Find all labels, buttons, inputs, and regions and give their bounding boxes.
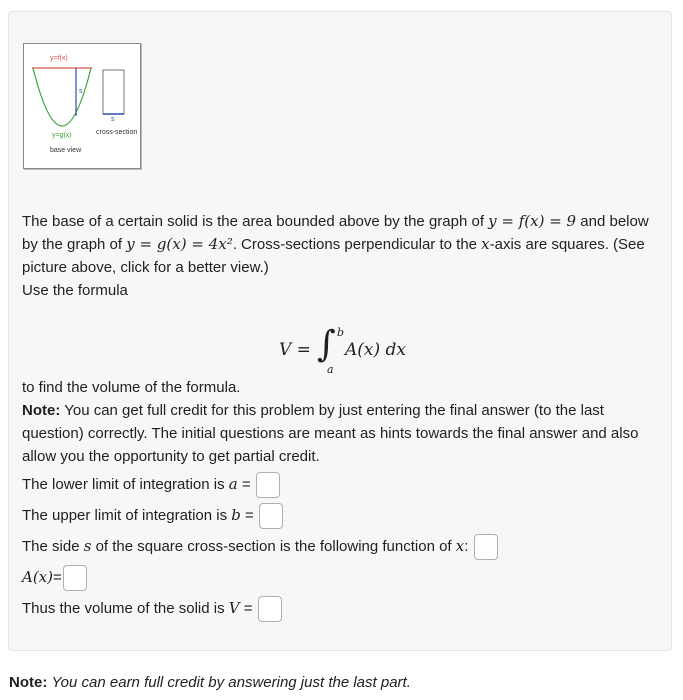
formula-lhs: V = (279, 340, 311, 360)
statement-text-2: and below by the graph of (22, 213, 649, 253)
var-a: a (228, 475, 238, 493)
label-s-vertical: s (79, 88, 83, 95)
lower-limit-text: The lower limit of integration is (22, 476, 229, 493)
equation-f: y = f(x) = 9 (488, 212, 577, 230)
label-bottom-curve: y=g(x) (52, 132, 72, 139)
equation-g: y = g(x) = 4x² (126, 235, 233, 253)
note-text: You can get full credit for this problem by just entering the final answer (to the last question) correctly. The initial questions are meant as hints towards the final answer and also allow you the opportunity to get partial credit. (22, 402, 639, 465)
question-area (22, 564, 87, 591)
note-label: Note: (22, 402, 61, 419)
volume-formula (279, 325, 439, 377)
label-top-curve: y=f(x) (50, 55, 68, 62)
side-function-input[interactable] (474, 534, 498, 560)
var-x-2: x (455, 537, 465, 555)
problem-card (8, 11, 672, 651)
label-base-view: base view (50, 147, 82, 154)
eq-sign: = (237, 476, 251, 493)
figure-thumbnail[interactable] (23, 43, 141, 169)
statement-text-4: -axis are squares. (See picture above, click for a better view.) (22, 236, 645, 276)
figure-drawing (24, 44, 142, 170)
upper-limit-text: The upper limit of integration is (22, 507, 232, 524)
to-find-text: to find the volume of the formula. (22, 379, 241, 396)
eq-sign: = (240, 507, 254, 524)
statement-text-3: . Cross-sections perpendicular to the (232, 236, 482, 253)
footer-note-text: You can earn full credit by answering just the last part. (51, 674, 411, 691)
area-eq-sign: = (53, 569, 62, 586)
side-text-1: The side (22, 538, 84, 555)
formula-integrand: A(x) dx (345, 340, 407, 360)
instructions (22, 376, 652, 468)
problem-statement (22, 210, 652, 302)
footer-note-label: Note: (9, 674, 48, 691)
label-cross-section: cross-section (96, 129, 138, 136)
var-v: V (228, 599, 240, 617)
statement-text-1: The base of a certain solid is the area bounded above by the graph of (22, 213, 489, 230)
label-s-bottom: s (111, 116, 115, 123)
integral-sign: ∫ (317, 324, 336, 365)
use-formula-text: Use the formula (22, 282, 128, 299)
var-x: x (481, 235, 490, 253)
question-volume (22, 595, 282, 622)
cross-section-square (103, 70, 124, 114)
area-function-label: A(x) (22, 568, 53, 586)
parabola-curve (33, 68, 91, 126)
eq-sign: = (239, 600, 253, 617)
area-function-input[interactable] (63, 565, 87, 591)
var-b: b (231, 506, 241, 524)
formula-lower-limit: a (327, 363, 334, 376)
lower-limit-input[interactable] (256, 472, 280, 498)
volume-text: Thus the volume of the solid is (22, 600, 229, 617)
question-lower-limit (22, 471, 280, 498)
formula-upper-limit: b (337, 326, 345, 339)
question-side (22, 533, 498, 560)
side-text-2: of the square cross-section is the following function of (91, 538, 456, 555)
question-upper-limit (22, 502, 283, 529)
side-colon: : (464, 538, 469, 555)
upper-limit-input[interactable] (259, 503, 283, 529)
volume-input[interactable] (258, 596, 282, 622)
var-s: s (83, 537, 92, 555)
footer-note (9, 672, 411, 694)
